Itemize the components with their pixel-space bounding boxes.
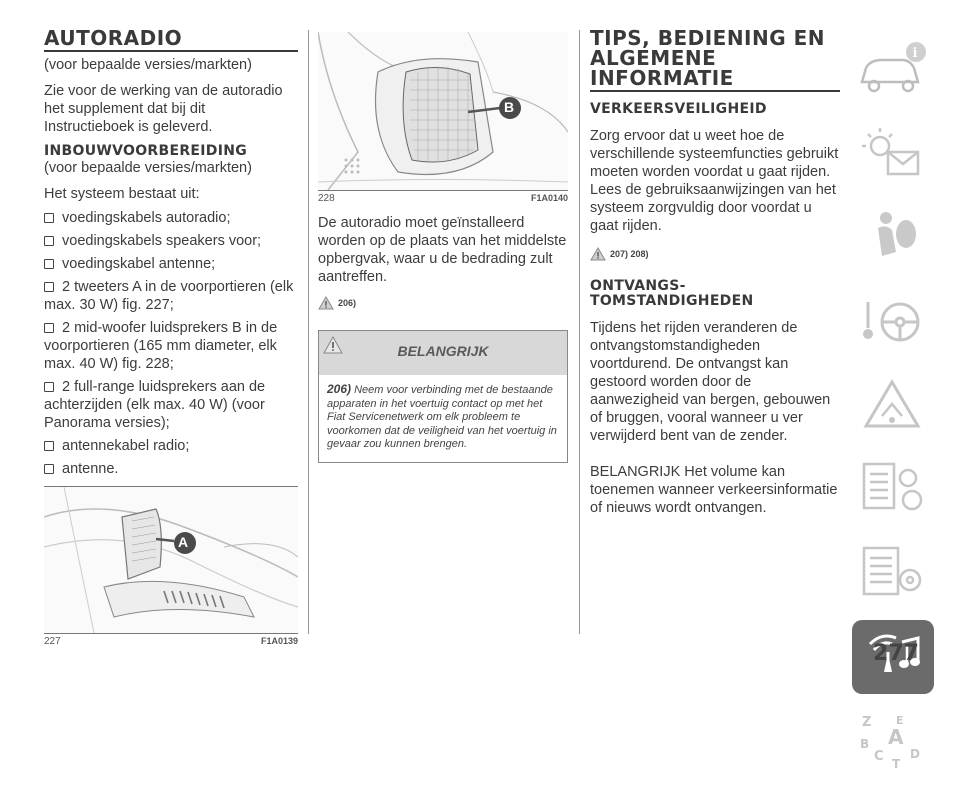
car-info-icon — [852, 32, 934, 106]
list-item — [44, 319, 298, 373]
system-intro: Het systeem bestaat uit: — [44, 186, 200, 202]
section-title: INBOUWVOORBEREIDING — [44, 143, 248, 159]
list-item — [44, 460, 298, 478]
list-item — [44, 255, 298, 273]
figure-code: F1A0140 — [530, 193, 568, 203]
figure-code: F1A0139 — [260, 636, 298, 646]
figure-227 — [44, 486, 298, 634]
callout-label-b: B — [504, 99, 515, 115]
figure-number: 228 — [318, 193, 335, 204]
list-item — [44, 437, 298, 455]
warning-number: 206) — [327, 382, 352, 396]
checkbox-icon — [44, 236, 54, 246]
svg-text:Z: Z — [862, 715, 872, 730]
figure-228-caption — [318, 193, 568, 204]
page-title: AUTORADIO — [44, 26, 183, 50]
traffic-safety-paragraph: Zorg ervoor dat u weet hoe de verschillende systeemfuncties gebruikt moeten worden voordat u gaat rijden. Lees de gebruiksaanwijzingen van het systeem zorgvuldig door voordat u gaat rijden. — [590, 128, 839, 234]
technical-data-icon — [852, 536, 934, 610]
tab-index[interactable] — [852, 704, 934, 778]
door-woofer-illustration — [318, 32, 568, 190]
warning-lights-icon — [852, 116, 934, 190]
volume-note-paragraph: BELANGRIJK Het volume kan toenemen wanneer verkeersinformatie of nieuws wordt ontvangen. — [590, 464, 838, 516]
svg-text:i: i — [912, 46, 918, 61]
tab-maintenance[interactable] — [852, 452, 934, 526]
section-title: ONTVANGS-TOMSTANDIGHEDEN — [590, 278, 754, 309]
svg-text:B: B — [860, 737, 870, 751]
chapter-title-rule — [590, 90, 840, 92]
figure-228 — [318, 32, 568, 191]
svg-text:C: C — [874, 749, 884, 764]
svg-text:E: E — [896, 714, 904, 727]
checkbox-icon — [44, 441, 54, 451]
chapter-sidebar — [852, 32, 934, 788]
warning-text: Neem voor verbinding met de bestaande apparaten in het voertuig contact op met het Fiat Servicenetwerk om elk probleem te voorkomen dat de veiligheid van het voertuig in gevaar zou kunnen brengen. — [327, 384, 557, 450]
safety-airbag-icon — [852, 200, 934, 274]
figure-227-caption — [44, 636, 298, 647]
list-item-text: 2 mid-woofer luidsprekers B in de voorportieren (165 mm diameter, elk max. 40 W) fig. 228; — [44, 320, 278, 372]
list-item-text: 2 full-range luidsprekers aan de achterzijden (elk max. 40 W) (voor Panorama versies); — [44, 379, 266, 431]
warning-triangle-icon — [318, 296, 334, 310]
list-item-text: antenne. — [62, 461, 119, 477]
component-list — [44, 209, 298, 478]
column-divider — [579, 30, 580, 634]
title-rule — [44, 50, 298, 52]
svg-text:A: A — [888, 725, 904, 749]
checkbox-icon — [44, 382, 54, 392]
warning-reference — [318, 296, 568, 310]
warning-triangle-icon — [590, 247, 606, 261]
list-item-text: voedingskabels autoradio; — [62, 210, 231, 226]
warning-box-header — [319, 331, 567, 375]
list-item-text: antennekabel radio; — [62, 438, 190, 454]
alphabetical-index-icon — [852, 704, 934, 778]
column-divider — [308, 30, 309, 634]
checkbox-icon — [44, 259, 54, 269]
tab-warning-lights[interactable] — [852, 116, 934, 190]
column-2 — [318, 32, 568, 463]
column-3 — [590, 28, 840, 517]
tab-starting-driving[interactable] — [852, 284, 934, 358]
checkbox-icon — [44, 323, 54, 333]
chapter-title: TIPS, BEDIENING EN ALGEMENE INFORMATIE — [590, 26, 826, 90]
section-subtitle: (voor bepaalde versies/markten) — [44, 160, 252, 176]
breakdown-warning-icon — [852, 368, 934, 442]
list-item — [44, 232, 298, 250]
list-item — [44, 378, 298, 432]
warning-reference-number: 207) 208) — [610, 249, 649, 259]
column-1 — [44, 28, 298, 647]
figure-number: 227 — [44, 636, 61, 647]
steering-wheel-icon — [852, 284, 934, 358]
tab-technical-data[interactable] — [852, 536, 934, 610]
maintenance-gears-icon — [852, 452, 934, 526]
list-item — [44, 278, 298, 314]
page-number: 277 — [873, 641, 919, 666]
checkbox-icon — [44, 464, 54, 474]
section-title: VERKEERSVEILIGHEID — [590, 101, 767, 117]
door-tweeter-illustration — [44, 487, 298, 633]
title-subtitle: (voor bepaalde versies/markten) — [44, 57, 252, 73]
installation-paragraph: De autoradio moet geïnstalleerd worden op de plaats van het middelste opbergvak, waar u de bedrading zult aantreffen. — [318, 215, 567, 285]
checkbox-icon — [44, 213, 54, 223]
warning-box-body — [319, 375, 567, 462]
list-item-text: voedingskabels speakers voor; — [62, 233, 262, 249]
tab-safety[interactable] — [852, 200, 934, 274]
warning-box — [318, 330, 568, 463]
warning-reference-number: 206) — [338, 298, 357, 308]
svg-text:D: D — [910, 747, 920, 761]
warning-heading: BELANGRIJK — [397, 343, 489, 359]
intro-paragraph: Zie voor de werking van de autoradio het supplement dat bij dit Instructieboek is geleverd. — [44, 83, 283, 135]
list-item — [44, 209, 298, 227]
svg-text:T: T — [892, 757, 901, 771]
list-item-text: 2 tweeters A in de voorportieren (elk max. 30 W) fig. 227; — [44, 279, 294, 313]
checkbox-icon — [44, 282, 54, 292]
list-item-text: voedingskabel antenne; — [62, 256, 216, 272]
warning-reference — [590, 247, 840, 261]
tab-emergency[interactable] — [852, 368, 934, 442]
tab-car-info[interactable] — [852, 32, 934, 106]
reception-paragraph: Tijdens het rijden veranderen de ontvangstomstandigheden voortdurend. De ontvangst kan gestoord worden door de aanwezigheid van bergen, gebouwen of bruggen, vooral wanneer u ver verwijderd bent van de zender. — [590, 320, 831, 444]
callout-label-a: A — [178, 534, 189, 550]
